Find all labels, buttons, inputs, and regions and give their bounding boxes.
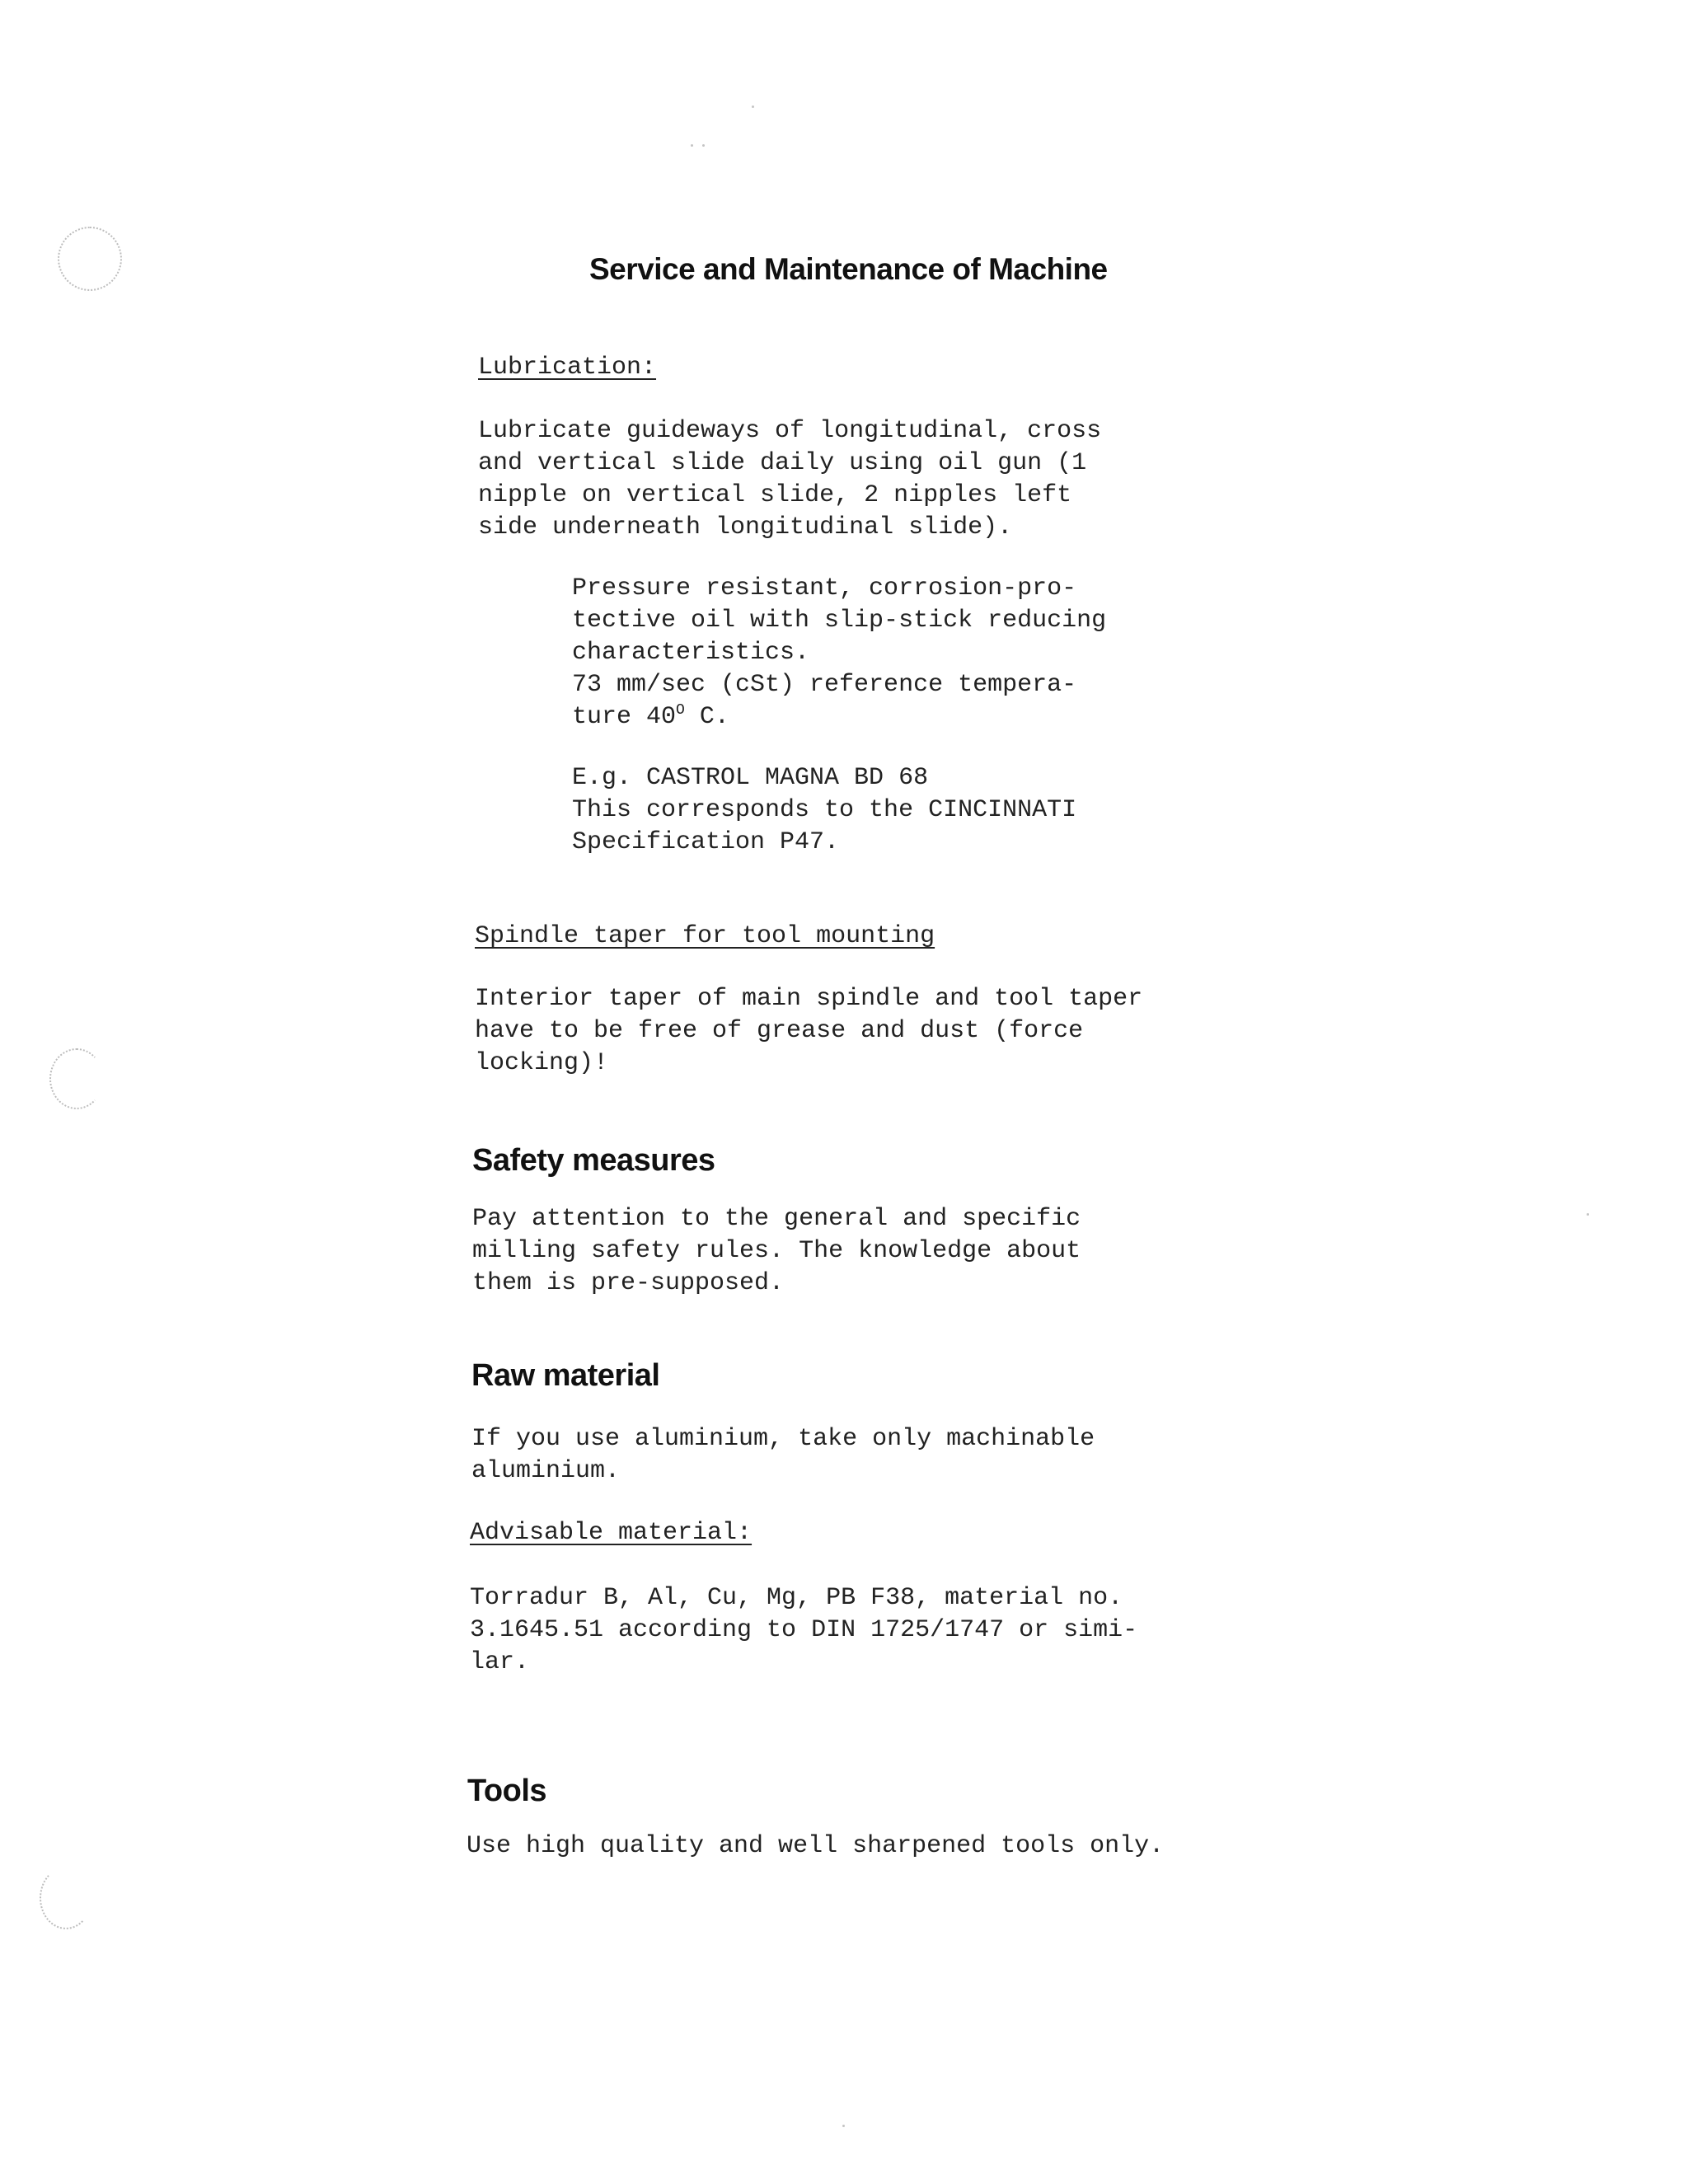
- safety-paragraph-line: milling safety rules. The knowledge about: [472, 1237, 1081, 1265]
- raw-material-heading: Raw material: [471, 1358, 660, 1393]
- advisable-material-heading: Advisable material:: [470, 1519, 753, 1547]
- oil-example-line: E.g. CASTROL MAGNA BD 68: [572, 764, 929, 792]
- spindle-heading: Spindle taper for tool mounting: [475, 922, 935, 950]
- spindle-paragraph-line: Interior taper of main spindle and tool taper: [475, 985, 1143, 1013]
- degree-symbol: O: [676, 702, 685, 719]
- oil-specification: [572, 573, 1106, 733]
- spindle-paragraph: [475, 983, 1142, 1080]
- lubrication-paragraph-line: side underneath longitudinal slide).: [478, 513, 1013, 541]
- punch-hole-mark: [49, 1048, 104, 1109]
- scan-speck: [702, 144, 705, 147]
- scan-speck: [842, 2125, 845, 2127]
- temperature-prefix: ture 40: [572, 703, 677, 731]
- scan-speck: [752, 105, 754, 108]
- spindle-paragraph-line: locking)!: [475, 1049, 609, 1077]
- oil-spec-temperature-line: [572, 701, 1106, 733]
- oil-spec-line: tective oil with slip-stick reducing: [572, 607, 1107, 635]
- oil-example: [572, 762, 1076, 859]
- safety-heading: Safety measures: [472, 1143, 715, 1178]
- scan-speck: [691, 144, 693, 147]
- punch-hole-mark: [58, 227, 122, 291]
- lubrication-paragraph-line: and vertical slide daily using oil gun (1: [478, 449, 1087, 477]
- lubrication-paragraph-line: Lubricate guideways of longitudinal, cross: [478, 417, 1102, 445]
- temperature-suffix: C.: [684, 703, 729, 731]
- tools-heading: Tools: [467, 1774, 547, 1808]
- raw-material-paragraph-line: aluminium.: [471, 1457, 621, 1485]
- oil-spec-line: 73 mm/sec (cSt) reference tempera-: [572, 671, 1077, 699]
- oil-example-line: This corresponds to the CINCINNATI: [572, 796, 1077, 824]
- safety-paragraph-line: them is pre-supposed.: [472, 1269, 785, 1297]
- raw-material-paragraph: [471, 1423, 1095, 1488]
- lubrication-heading: Lubrication:: [478, 354, 657, 382]
- lubrication-paragraph: [478, 415, 1101, 544]
- oil-spec-line: characteristics.: [572, 639, 810, 667]
- raw-material-paragraph-line: If you use aluminium, take only machinable: [471, 1425, 1095, 1453]
- advisable-material-line: 3.1645.51 according to DIN 1725/1747 or simi-: [470, 1616, 1138, 1644]
- tools-paragraph: Use high quality and well sharpened tools only.: [467, 1832, 1165, 1860]
- advisable-material-line: Torradur B, Al, Cu, Mg, PB F38, material no.: [470, 1584, 1123, 1612]
- punch-hole-mark: [40, 1867, 92, 1929]
- page-title: Service and Maintenance of Machine: [589, 252, 1108, 286]
- safety-paragraph-line: Pay attention to the general and specific: [472, 1205, 1081, 1233]
- oil-example-line: Specification P47.: [572, 828, 840, 856]
- lubrication-paragraph-line: nipple on vertical slide, 2 nipples left: [478, 481, 1072, 509]
- spindle-paragraph-line: have to be free of grease and dust (force: [475, 1017, 1084, 1045]
- advisable-material-line: lar.: [470, 1648, 530, 1676]
- scan-speck: [1587, 1213, 1589, 1216]
- oil-spec-line: Pressure resistant, corrosion-pro-: [572, 574, 1077, 602]
- safety-paragraph: [472, 1203, 1081, 1300]
- advisable-material-paragraph: [470, 1582, 1137, 1679]
